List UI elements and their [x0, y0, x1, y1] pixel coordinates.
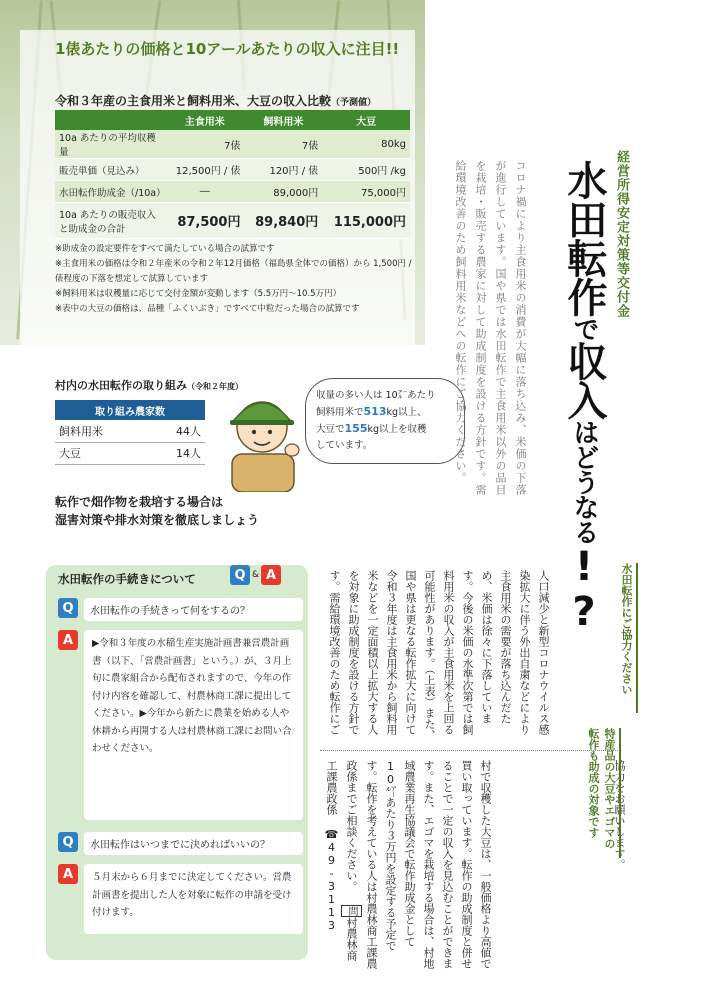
- revenue-comparison-table: [55, 110, 410, 239]
- table-cell: 500円 /kg: [322, 159, 410, 181]
- program-title: [55, 377, 243, 393]
- question-text: 水田転作の手続きって何をするの？: [84, 598, 303, 621]
- note-item: ※表中の大豆の価格は、品種「ふくいぶき」ですべて中粒だった場合の試算です: [55, 304, 360, 314]
- revenue-table-title-text: 令和３年産の主食用米と飼料用米、大豆の収入比較: [55, 94, 332, 108]
- qa-amp: &: [252, 570, 260, 580]
- table-row: [55, 159, 410, 181]
- row-label: 販売単価（見込み）: [55, 159, 165, 181]
- note-item: ※助成金の設定要件をすべて満たしている場合の試算です: [55, 244, 275, 254]
- table-cell: 12,500円 / 俵: [165, 159, 244, 181]
- section-heading-specialty: 特産品の大豆やエゴマの転作も助成の対象です: [585, 728, 621, 858]
- table-row: [55, 130, 410, 159]
- note-item: ※飼料用米は収穫量に応じて交付金額が変動します（5.5万円〜10.5万円）: [55, 289, 342, 299]
- question-text: 水田転作はいつまでに決めればいいの？: [84, 832, 303, 855]
- section-body-specialty: [322, 760, 495, 970]
- program-table: [55, 400, 205, 465]
- row-label: 大豆: [55, 442, 147, 464]
- table-total-row: [55, 203, 410, 239]
- row-label: 10a あたりの平均収穫量: [55, 130, 165, 159]
- program-title-note: （令和２年度）: [187, 382, 243, 391]
- table-row: [55, 442, 205, 464]
- table-cell: 44人: [147, 420, 205, 442]
- section-divider: [320, 750, 620, 751]
- a-badge-icon: A: [58, 630, 78, 650]
- bubble-line: 収量の多い人は 10㌃あたり: [316, 390, 436, 401]
- headline-part: 収入: [561, 341, 607, 419]
- row-label: 水田転作助成金（/10a）: [55, 181, 165, 203]
- bubble-line-feed-rice: [316, 404, 454, 421]
- table-cell: 80kg: [322, 130, 410, 159]
- table-header-rice: 主食用米: [165, 110, 244, 130]
- bubble-yield-feed-rice: 513: [363, 405, 387, 418]
- q-badge-icon: Q: [58, 598, 78, 618]
- total-cell: 89,840円: [244, 203, 322, 239]
- contact-phone: ☎49-3113: [325, 828, 338, 932]
- contact-org: 村農林商工課農政係: [325, 760, 358, 961]
- drainage-advice: [55, 493, 355, 529]
- revenue-table-title: [55, 92, 376, 109]
- table-cell: 7俵: [165, 130, 244, 159]
- bubble-text: kg以上、: [386, 407, 427, 418]
- farmer-illustration: [218, 382, 308, 492]
- lead-paragraph: コロナ禍により主食用米の消費が大幅に落ち込み、米価の下落が進行しています。国や県では水田転作で主食用米以外の品目を栽培・販売する農家に対して助成制度を設ける方針です。需給環境改善のため飼料用米などへの転作にご協力ください。: [454, 160, 527, 496]
- a-badge-icon: A: [58, 864, 78, 884]
- qa-question-1: [58, 598, 303, 621]
- table-cell: 120円 / 俵: [244, 159, 322, 181]
- table-row: [55, 420, 205, 442]
- table-header-feed-rice: 飼料用米: [244, 110, 322, 130]
- bubble-line-soybean: [316, 421, 454, 438]
- answer-text: ▶令和３年度の水稲生産実施計画書兼営農計画書（以下、「営農計画書」という。）が、３月上旬に農家組合から配布されますので、今年の作付け内容を確認して、村農林商工課に提出してください。▶今年から新たに農業を始める人や休耕から再開する人は村農林商工課にお問い合わせください。: [84, 630, 303, 820]
- table-cell: 7俵: [244, 130, 322, 159]
- program-table-header: 取り組み農家数: [55, 400, 205, 420]
- kicker-text: 経営所得安定対策等交付金: [614, 150, 629, 318]
- main-headline: [562, 160, 606, 634]
- section-body-text: 村で収穫した大豆は、一般価格より高値で買い取っています。転作の助成制度と併せることで一定の収入を見込むことができます。また、エゴマを栽培する場合は、村地域農業再生協議会で転作助成金として10㌃あたり３万円を設定する予定です。転作を考えている人は村農林商工課農政係までご相談ください。: [345, 760, 492, 969]
- advice-line: 転作で畑作物を栽培する場合は: [55, 495, 224, 509]
- section-body-cooperate: 人口減少と新型コロナウイルス感染拡大に伴う外出自粛などにより主食用米の需要が落ち込んだため、米価は徐々に下落しています。今後の米価の水準次第では飼料用米の収入が主食用米を上回る可能性があります。（上表）また、国や県は更なる転作拡大に向けて令和３年度は主食用米から飼料用米などを一定面積以上拡大する人を対象に助成制度を設ける方針です。需給環境改善のため転作にご: [328, 570, 550, 741]
- bubble-yield-soybean: 155: [344, 422, 368, 435]
- bubble-text: kg以上を収穫: [367, 424, 427, 435]
- total-cell: 87,500円: [165, 203, 244, 239]
- q-badge-icon: Q: [58, 832, 78, 852]
- advice-line: 湿害対策や排水対策を徹底しましょう: [55, 513, 260, 527]
- table-notes: [55, 242, 415, 317]
- total-cell: 115,000円: [322, 203, 410, 239]
- table-header-soybean: 大豆: [322, 110, 410, 130]
- table-cell: 14人: [147, 442, 205, 464]
- qa-question-2: [58, 832, 303, 855]
- revenue-table-title-note: （予測値）: [331, 98, 377, 108]
- answer-text: ５月末から６月までに決定してください。営農計画書を提出した人を対象に転作の申請を受け付けます。: [84, 864, 303, 934]
- table-row: [55, 181, 410, 203]
- headline-part: で: [569, 316, 599, 341]
- qa-answer-2: [58, 864, 303, 934]
- bubble-line: しています。: [316, 440, 373, 451]
- bubble-text: 飼料用米で: [316, 407, 364, 418]
- row-label: 飼料用米: [55, 420, 147, 442]
- speech-bubble: [305, 378, 465, 464]
- section-body-end: 協力をお願いします。: [613, 760, 626, 870]
- table-cell: ―: [165, 181, 244, 203]
- table-header-empty: [55, 110, 165, 130]
- qa-answer-1: [58, 630, 303, 820]
- note-item: ※主食用米の価格は令和２年産米の令和２年12月価格（福島県全体での価格）から 1,500円 / 俵程度の下落を想定して試算しています: [55, 259, 412, 284]
- program-title-text: 村内の水田転作の取り組み: [55, 379, 187, 392]
- a-badge-icon: A: [261, 565, 281, 585]
- qa-badges: [230, 565, 281, 585]
- row-label: 10a あたりの販売収入と助成金の合計: [55, 203, 165, 239]
- section-heading-cooperate: 水田転作にご協力ください: [618, 563, 638, 713]
- banner-heading: 1俵あたりの価格と10アールあたりの収入に注目!!: [55, 40, 400, 58]
- table-header-row: [55, 110, 410, 130]
- table-cell: 89,000円: [244, 181, 322, 203]
- headline-part: はどうなる: [569, 419, 599, 544]
- bubble-text: 大豆で: [316, 424, 345, 435]
- headline-part: !?: [561, 544, 607, 634]
- headline-part: 水田転作: [561, 160, 607, 316]
- table-cell: 75,000円: [322, 181, 410, 203]
- q-badge-icon: Q: [230, 565, 250, 585]
- qa-heading: 水田転作の手続きについて: [58, 572, 196, 586]
- contact-label: 問: [341, 905, 362, 917]
